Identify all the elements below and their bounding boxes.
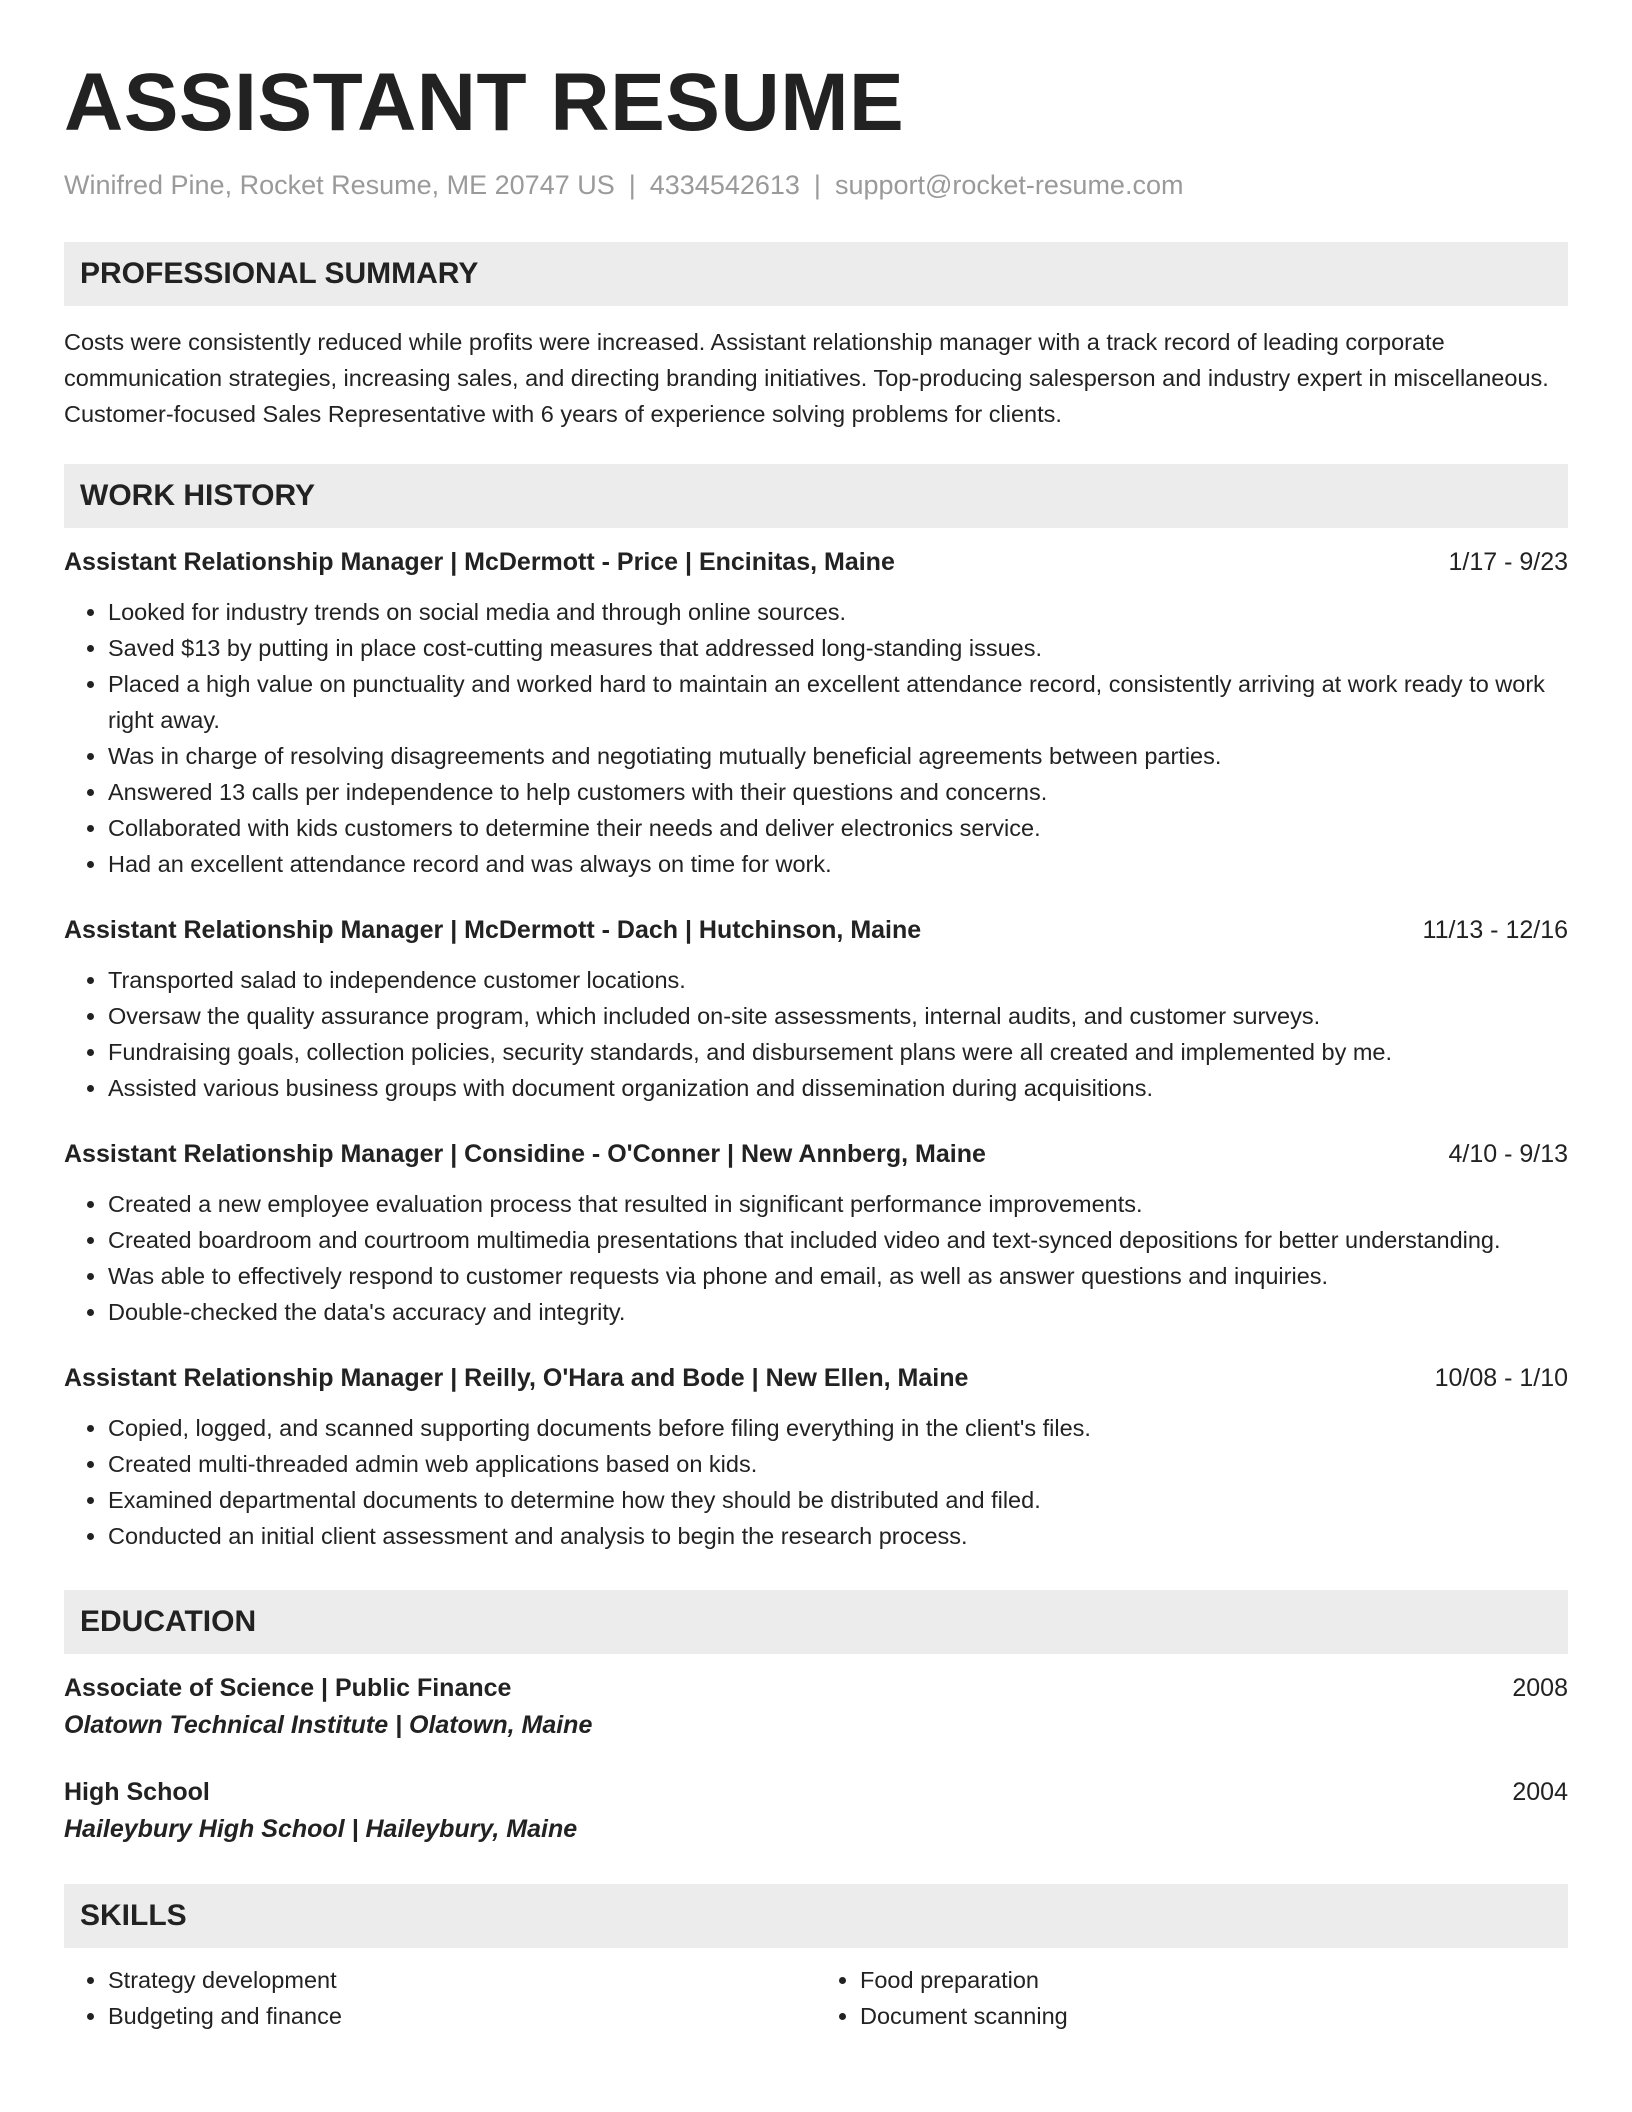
education-entry	[64, 1774, 1568, 1848]
job-bullets	[64, 1186, 1568, 1330]
job-entry	[64, 912, 1568, 1106]
skill-item: • Budgeting and finance	[108, 1998, 816, 2034]
job-bullet: • Double-checked the data's accuracy and integrity.	[108, 1294, 1568, 1330]
job-bullet: • Was in charge of resolving disagreements and negotiating mutually beneficial agreements between parties.	[108, 738, 1568, 774]
skill-item: • Strategy development	[108, 1962, 816, 1998]
skills-heading: SKILLS	[64, 1884, 1568, 1948]
job-bullet: • Assisted various business groups with document organization and dissemination during acquisitions.	[108, 1070, 1568, 1106]
education-year: 2008	[1512, 1674, 1568, 1702]
education-degree: High School	[64, 1778, 210, 1806]
education-school: Olatown Technical Institute | Olatown, Maine	[64, 1711, 593, 1739]
contact-address: Winifred Pine, Rocket Resume, ME 20747 US	[64, 170, 615, 200]
education-year: 2004	[1512, 1778, 1568, 1806]
contact-separator: |	[628, 170, 636, 200]
job-bullet: • Fundraising goals, collection policies, security standards, and disbursement plans were all created and implemented by me.	[108, 1034, 1568, 1070]
job-header	[64, 1360, 1568, 1396]
skills-list	[64, 1962, 1568, 2034]
job-header	[64, 912, 1568, 948]
education-heading: EDUCATION	[64, 1590, 1568, 1654]
summary-text: Costs were consistently reduced while profits were increased. Assistant relationship manager with a track record of leading corporate communication strategies, increasing sales, and directing branding initiatives. Top-producing salesperson and industry expert in miscellaneous. Customer-focused Sales Representative with 6 years of experience solving problems for clients.	[64, 329, 1549, 427]
contact-email: support@rocket-resume.com	[834, 170, 1184, 200]
job-bullet: • Had an excellent attendance record and was always on time for work.	[108, 846, 1568, 882]
job-bullet: • Saved $13 by putting in place cost-cutting measures that addressed long-standing issues.	[108, 630, 1568, 666]
education-school: Haileybury High School | Haileybury, Maine	[64, 1815, 578, 1843]
education-header	[64, 1670, 1568, 1706]
education-degree: Associate of Science | Public Finance	[64, 1674, 512, 1702]
skills-column-right	[816, 1962, 1568, 2034]
job-dates: 10/08 - 1/10	[1434, 1364, 1568, 1392]
resume-title: ASSISTANT RESUME	[64, 57, 905, 148]
education-header	[64, 1774, 1568, 1810]
job-bullet: • Transported salad to independence customer locations.	[108, 962, 1568, 998]
work-history-list	[64, 544, 1568, 1554]
job-bullets	[64, 962, 1568, 1106]
job-bullet: • Conducted an initial client assessment and analysis to begin the research process.	[108, 1518, 1568, 1554]
job-dates: 11/13 - 12/16	[1422, 916, 1568, 944]
job-bullet: • Copied, logged, and scanned supporting documents before filing everything in the client's files.	[108, 1410, 1568, 1446]
job-dates: 1/17 - 9/23	[1448, 548, 1568, 576]
job-bullet: • Looked for industry trends on social media and through online sources.	[108, 594, 1568, 630]
job-entry	[64, 544, 1568, 882]
job-bullet: • Created multi-threaded admin web applications based on kids.	[108, 1446, 1568, 1482]
skills-column-left	[64, 1962, 816, 2034]
job-header	[64, 1136, 1568, 1172]
contact-separator: |	[813, 170, 821, 200]
job-entry	[64, 1136, 1568, 1330]
job-bullet: • Was able to effectively respond to customer requests via phone and email, as well as answer questions and inquiries.	[108, 1258, 1568, 1294]
job-bullet: • Placed a high value on punctuality and worked hard to maintain an excellent attendance record, consistently arriving at work ready to work right away.	[108, 666, 1568, 738]
job-bullet: • Oversaw the quality assurance program, which included on-site assessments, internal audits, and customer surveys.	[108, 998, 1568, 1034]
job-bullet: • Created a new employee evaluation process that resulted in significant performance improvements.	[108, 1186, 1568, 1222]
job-bullet: • Answered 13 calls per independence to help customers with their questions and concerns.	[108, 774, 1568, 810]
job-title: Assistant Relationship Manager | Considine - O'Conner | New Annberg, Maine	[64, 1140, 986, 1168]
education-list	[64, 1670, 1568, 1848]
contact-phone: 4334542613	[649, 170, 800, 200]
job-title: Assistant Relationship Manager | McDermott - Dach | Hutchinson, Maine	[64, 916, 922, 944]
job-bullet: • Collaborated with kids customers to determine their needs and deliver electronics service.	[108, 810, 1568, 846]
job-dates: 4/10 - 9/13	[1448, 1140, 1568, 1168]
job-title: Assistant Relationship Manager | McDermott - Price | Encinitas, Maine	[64, 548, 895, 576]
education-entry	[64, 1670, 1568, 1744]
job-bullet: • Created boardroom and courtroom multimedia presentations that included video and text-synced depositions for better understanding.	[108, 1222, 1568, 1258]
job-bullets	[64, 1410, 1568, 1554]
work-history-heading: WORK HISTORY	[64, 464, 1568, 528]
job-entry	[64, 1360, 1568, 1554]
job-bullets	[64, 594, 1568, 882]
job-header	[64, 544, 1568, 580]
skill-item: • Food preparation	[860, 1962, 1568, 1998]
job-title: Assistant Relationship Manager | Reilly, O'Hara and Bode | New Ellen, Maine	[64, 1364, 969, 1392]
skill-item: • Document scanning	[860, 1998, 1568, 2034]
contact-line	[64, 168, 1568, 202]
job-bullet: • Examined departmental documents to determine how they should be distributed and filed.	[108, 1482, 1568, 1518]
summary-heading: PROFESSIONAL SUMMARY	[64, 242, 1568, 306]
